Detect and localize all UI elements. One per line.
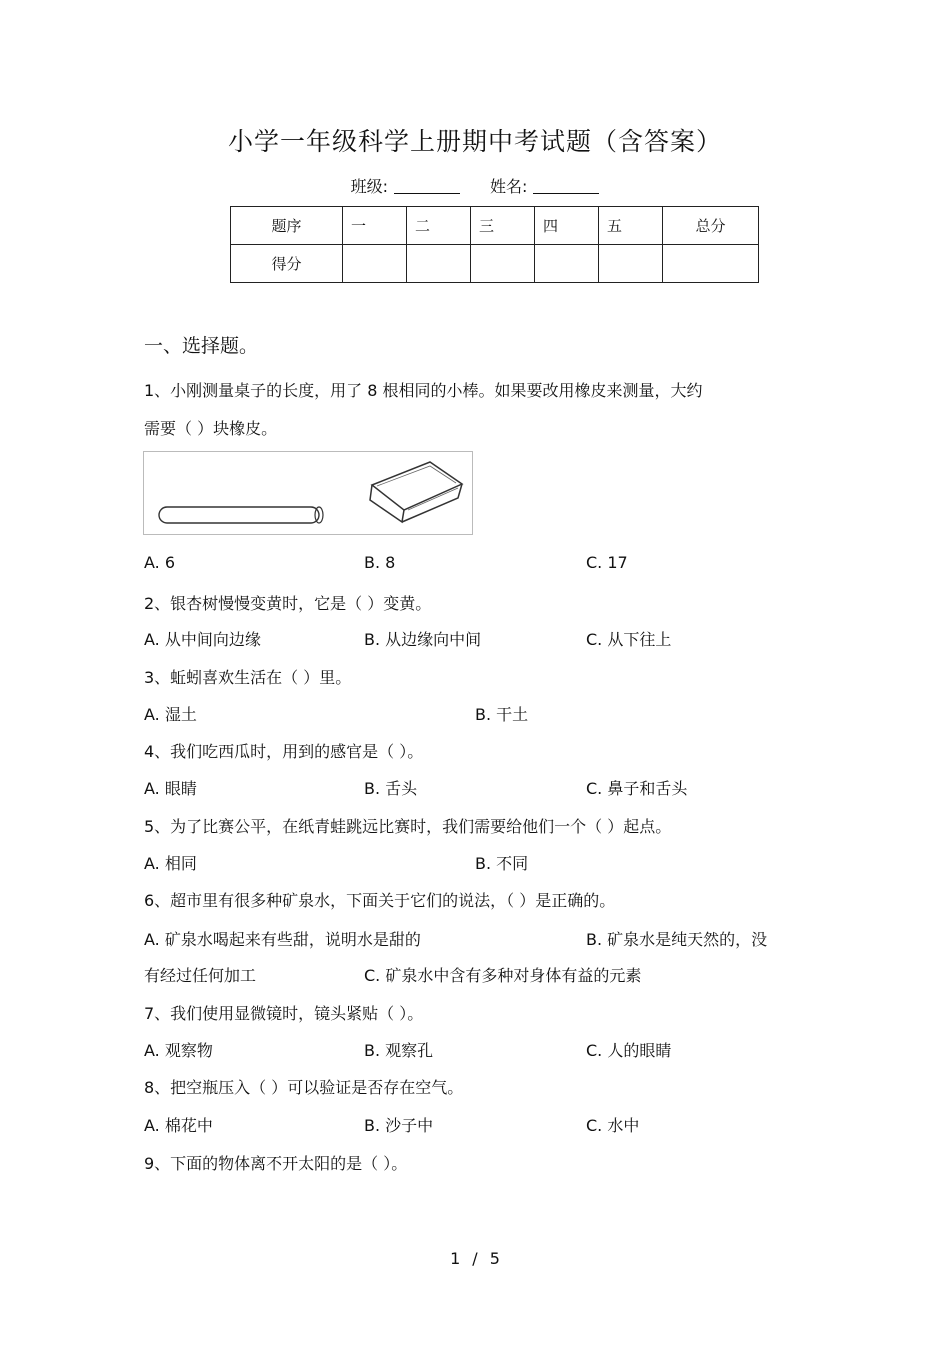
question-6: 6、超市里有很多种矿泉水，下面关于它们的说法，（ ）是正确的。 [144,891,616,910]
eraser-icon [370,462,462,522]
option-a[interactable]: A. 眼睛 [144,779,197,798]
score-cell[interactable] [535,245,599,283]
name-blank[interactable] [533,179,599,194]
question-2: 2、银杏树慢慢变黄时，它是（ ）变黄。 [144,594,432,613]
question-1-line-2: 需要（ ）块橡皮。 [144,419,278,438]
question-9: 9、下面的物体离不开太阳的是（ ）。 [144,1154,408,1173]
option-a[interactable]: A. 6 [144,553,176,572]
score-cell[interactable] [599,245,663,283]
question-7: 7、我们使用显微镜时，镜头紧贴（ ）。 [144,1004,424,1023]
question-8: 8、把空瓶压入（ ）可以验证是否存在空气。 [144,1078,464,1097]
section-heading: 一、选择题。 [144,335,259,357]
score-table-score-row [231,245,759,283]
page-number [0,1249,950,1268]
question-3: 3、蚯蚓喜欢生活在（ ）里。 [144,668,352,687]
score-cell[interactable] [343,245,407,283]
student-info [0,174,950,197]
option-b[interactable]: B. 舌头 [364,779,418,798]
option-b[interactable]: B. 矿泉水是纯天然的，没 [586,930,768,949]
option-c[interactable]: C. 水中 [586,1116,640,1135]
score-row-label: 得分 [231,245,343,283]
class-blank[interactable] [394,179,460,194]
class-label: 班级: [350,177,388,196]
score-table-header-row [231,207,759,245]
score-header-cell: 题序 [231,207,343,245]
score-cell[interactable] [407,245,471,283]
option-c[interactable]: C. 17 [586,553,628,572]
option-c[interactable]: C. 人的眼睛 [586,1041,672,1060]
option-c[interactable]: C. 矿泉水中含有多种对身体有益的元素 [364,966,642,985]
question-1-figure [143,451,473,535]
score-header-cell: 总分 [663,207,759,245]
score-cell[interactable] [663,245,759,283]
page-separator: / [472,1249,478,1268]
option-a[interactable]: A. 从中间向边缘 [144,630,261,649]
score-table [230,206,759,283]
page-title: 小学一年级科学上册期中考试题（含答案） [227,127,722,156]
option-b[interactable]: B. 沙子中 [364,1116,434,1135]
option-a[interactable]: A. 观察物 [144,1041,213,1060]
option-a[interactable]: A. 矿泉水喝起来有些甜，说明水是甜的 [144,930,421,949]
question-1-line-1: 1、小刚测量桌子的长度，用了 8 根相同的小棒。如果要改用橡皮来测量，大约 [144,381,703,400]
total-pages: 5 [489,1249,500,1268]
option-c[interactable]: C. 从下往上 [586,630,672,649]
option-b[interactable]: B. 不同 [475,854,529,873]
option-b-continued[interactable]: 有经过任何加工 [144,966,257,985]
question-4: 4、我们吃西瓜时，用到的感官是（ ）。 [144,742,424,761]
option-a[interactable]: A. 棉花中 [144,1116,213,1135]
current-page: 1 [450,1249,461,1268]
option-c[interactable]: C. 鼻子和舌头 [586,779,688,798]
name-label: 姓名: [490,177,528,196]
option-b[interactable]: B. 观察孔 [364,1041,434,1060]
score-header-cell: 三 [471,207,535,245]
option-b[interactable]: B. 8 [364,553,396,572]
question-5: 5、为了比赛公平，在纸青蛙跳远比赛时，我们需要给他们一个（ ）起点。 [144,817,672,836]
figure-svg [144,452,472,534]
score-header-cell: 二 [407,207,471,245]
score-header-cell: 四 [535,207,599,245]
score-cell[interactable] [471,245,535,283]
option-b[interactable]: B. 从边缘向中间 [364,630,482,649]
score-header-cell: 五 [599,207,663,245]
option-b[interactable]: B. 干土 [475,705,529,724]
option-a[interactable]: A. 相同 [144,854,197,873]
score-header-cell: 一 [343,207,407,245]
option-a[interactable]: A. 湿土 [144,705,197,724]
stick-icon [159,507,323,523]
